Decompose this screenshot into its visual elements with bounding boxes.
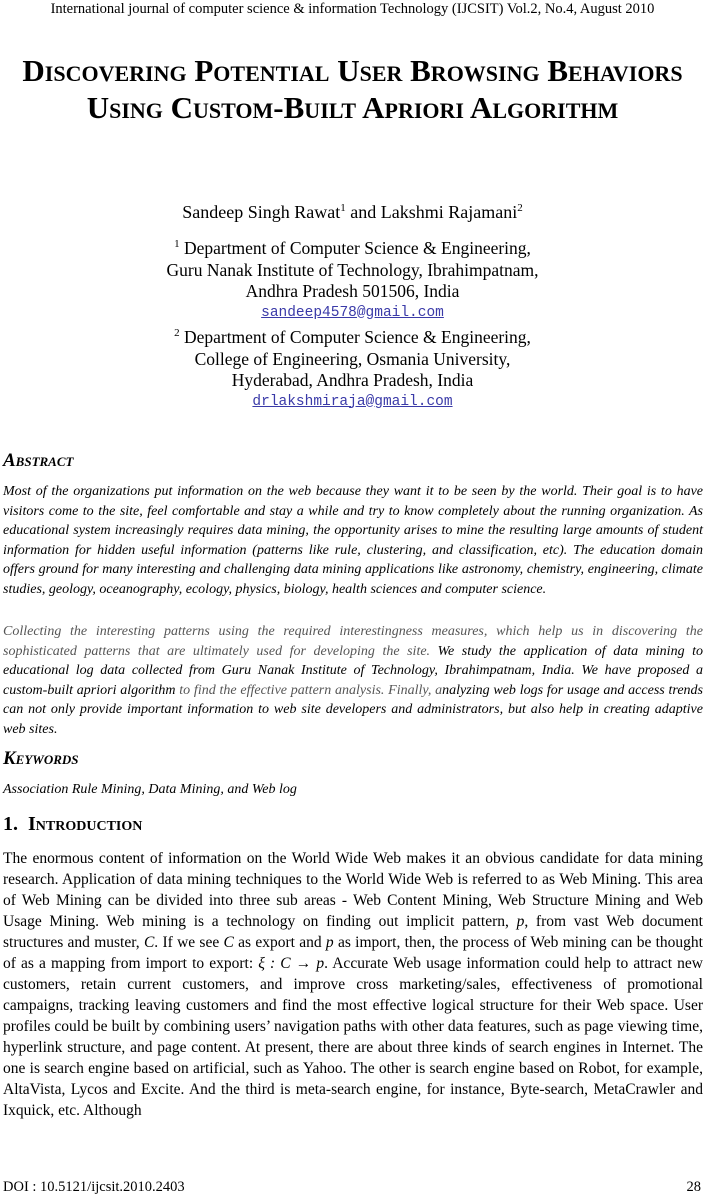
intro-text-4: as export and <box>233 934 326 951</box>
affiliation-2-line-3: Hyderabad, Andhra Pradesh, India <box>231 370 474 390</box>
author-1: Sandeep Singh Rawat <box>182 202 341 222</box>
intro-var-p: p <box>325 934 334 951</box>
section-1-number: 1. <box>3 813 18 835</box>
author-2-affil-mark: 2 <box>517 202 523 214</box>
intro-text-6: . Accurate Web usage information could help to attract new customers, retain current customers, and improve cross marketing/sales, effectiveness of promotional campaigns, tracking leaving customers and find the most effective logical structure for their Web space. User profiles could be built by combining users’ navigation paths with other data features, such as page viewing time, hyperlink structure, and page content. At present, there are about three kinds of search engines in Internet. The one is search engine based on artificial, such as Yahoo. The other is search engine based on Robot, for example, AltaVista, Lycos and Excite. And the third is meta-search engine, for instance, Byte-search, MetaCrawler and Ixquick, etc. Although <box>3 955 703 1119</box>
author-2: Lakshmi Rajamani <box>380 202 518 222</box>
affiliation-1 <box>0 238 705 324</box>
affiliation-1-line-1: Department of Computer Science & Engineering, <box>183 238 531 258</box>
intro-var-p: p <box>516 913 525 930</box>
author-line <box>0 200 705 224</box>
intro-text-3: . If we see <box>154 934 224 951</box>
intro-var-c: C <box>143 934 155 951</box>
running-header: International journal of computer science & information Technology (IJCSIT) Vol.2, No.4, August 2010 <box>50 1 655 17</box>
introduction-paragraph <box>3 848 703 1121</box>
intro-var-c: C <box>223 934 234 951</box>
intro-mapping-formula: ξ : C → p <box>258 955 325 972</box>
author-2-email-link[interactable]: drlakshmiraja@gmail.com <box>252 393 453 410</box>
section-1-title: Introduction <box>28 813 143 835</box>
author-1-affil-mark: 1 <box>340 202 346 214</box>
section-1-heading <box>3 812 142 836</box>
affiliation-2-line-2: College of Engineering, Osmania University, <box>194 348 511 369</box>
intro-text-2: , from vast Web document structures and muster, <box>3 913 703 951</box>
keywords-text: Association Rule Mining, Data Mining, and Web log <box>3 782 297 797</box>
page-number: 28 <box>686 1179 701 1195</box>
abstract-p2-part-b: We study the application of data mining to educational log data collected from Guru Nanak Institute of Technology, Ibrahimpatnam, India. We have proposed a custom-built apriori algorithm <box>3 643 704 698</box>
paper-title: Discovering Potential User Browsing Behaviors Using Custom-Built Apriori Algorithm <box>22 53 683 125</box>
abstract-p2-part-a: Collecting the interesting patterns using the required interestingness measures, which help us in discovering the sophisticated patterns that are ultimately used for developing the site. <box>3 624 703 659</box>
affiliation-1-line-2: Guru Nanak Institute of Technology, Ibrahimpatnam, <box>166 259 539 280</box>
abstract-p2-part-c: to find the effective pattern analysis. Finally, a <box>179 682 443 698</box>
author-join: and <box>345 202 381 222</box>
affiliation-2-line-1: Department of Computer Science & Engineering, <box>183 327 531 347</box>
intro-text-5: as import, then, the process of Web mining can be thought of as a mapping from import to export: <box>3 934 703 972</box>
abstract-p2-part-d: nalyzing web logs for usage and access trends can not only provide important information to web site developers and administrators, but also help in creating adaptive web sites. <box>3 682 703 737</box>
keywords-heading: Keywords <box>3 748 79 769</box>
author-1-email-link[interactable]: sandeep4578@gmail.com <box>261 304 444 321</box>
abstract-paragraph-2 <box>3 622 703 739</box>
affiliation-1-line-3: Andhra Pradesh 501506, India <box>245 281 460 301</box>
abstract-heading: Abstract <box>3 450 74 471</box>
intro-text-1: The enormous content of information on the World Wide Web makes it an obvious candidate for data mining research. Application of data mining techniques to the World Wide Web is referred to as Web Mining. This area of Web Mining can be divided into three sub areas - Web Content Mining, Web Structure Mining and Web Usage Mining. Web mining is a technology on finding out implicit pattern, <box>3 850 703 930</box>
abstract-paragraph-1: Most of the organizations put information on the web because they want it to be seen by the world. Their goal is to have visitors come to the site, feel comfortable and stay a while and try to know completely about the running organization. As educational system increasingly requires data mining, the opportunity arises to mine the resulting large amounts of student information for hidden useful information (patterns like rule, clustering, and classification, etc). The education domain offers ground for many interesting and challenging data mining applications like astronomy, chemistry, engineering, climate studies, geology, oceanography, ecology, physics, biology, health sciences and computer science. <box>3 484 703 597</box>
affiliation-2-mark: 2 <box>174 327 180 340</box>
affiliation-1-mark: 1 <box>174 238 180 251</box>
affiliation-2 <box>0 327 705 413</box>
doi-label: DOI : 10.5121/ijcsit.2010.2403 <box>3 1179 185 1195</box>
